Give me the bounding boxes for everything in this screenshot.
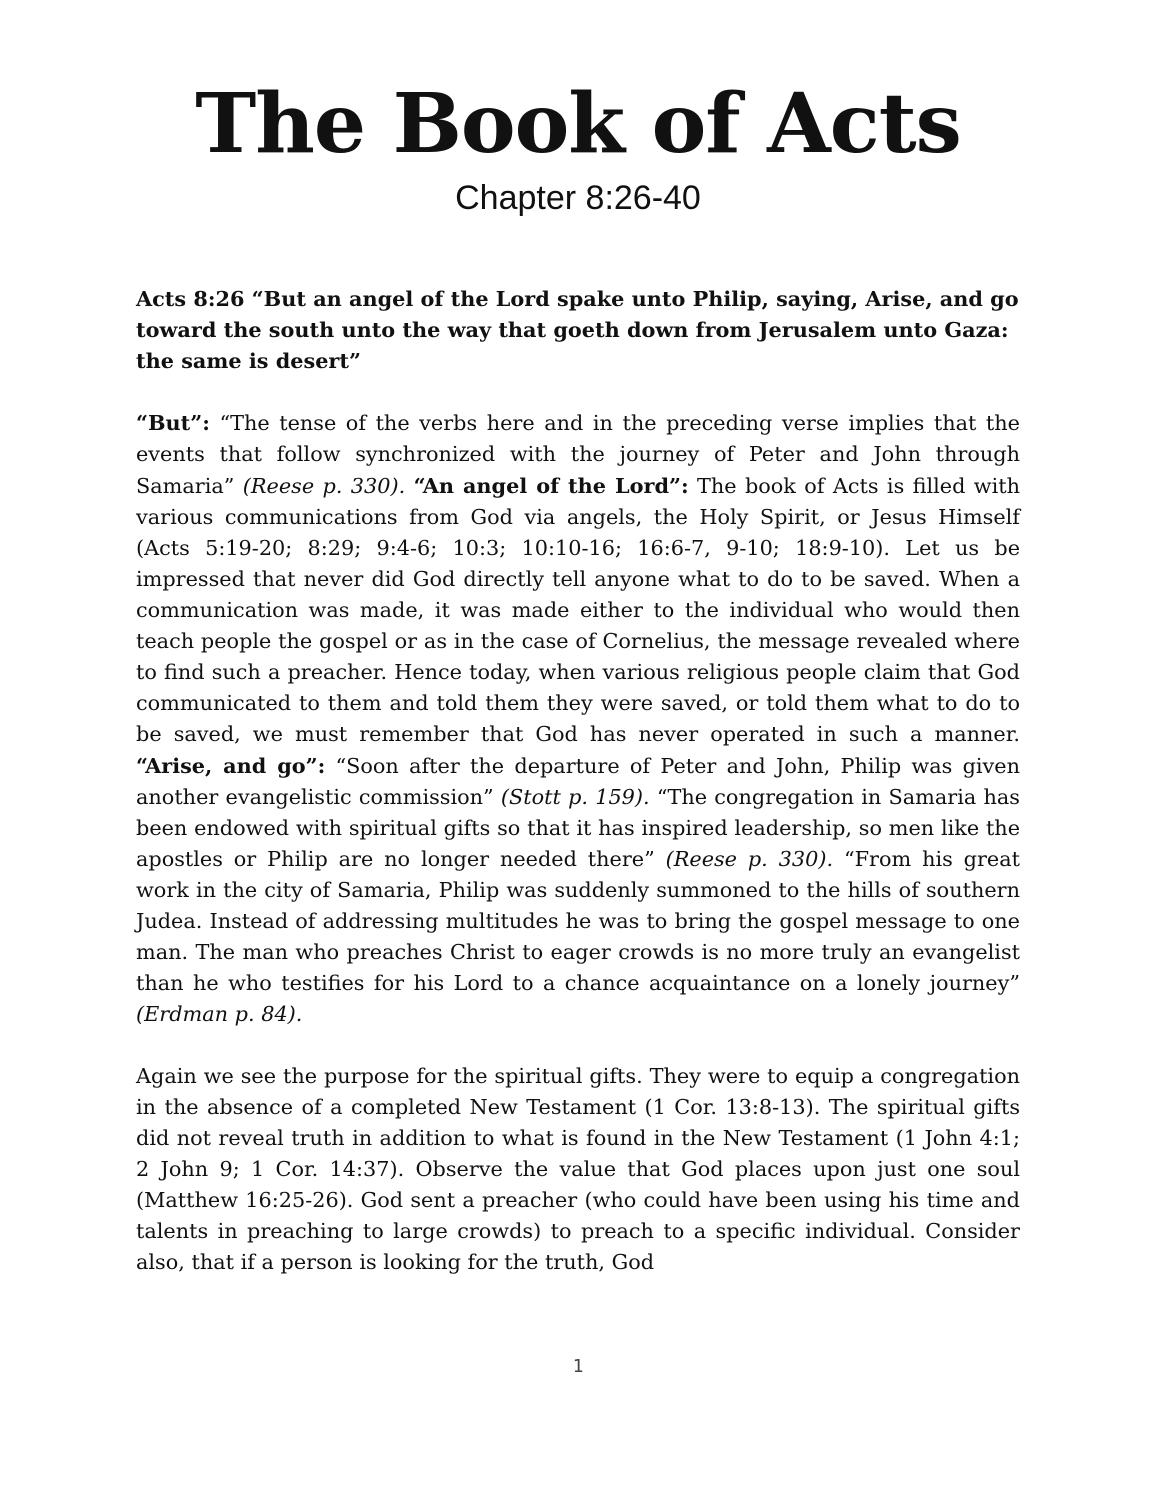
- body-content: [136, 283, 1020, 1309]
- term-but: “But”:: [136, 410, 210, 435]
- page-number: 1: [572, 1356, 584, 1377]
- citation: (Erdman p. 84).: [136, 1002, 303, 1026]
- citation: (Reese p. 330).: [665, 847, 834, 871]
- commentary-text: “The tense of the verbs here and in the preceding verse implies that the events that follow synchronized with the journey of Peter and John through Samaria”: [136, 411, 1020, 498]
- commentary-text: “The congregation in Samaria has been endowed with spiritual gifts so that it has inspired leadership, so men like the apostles or Philip are no longer needed there”: [136, 785, 1020, 871]
- citation: (Reese p. 330).: [242, 474, 406, 498]
- term-arise: “Arise, and go”:: [136, 753, 326, 778]
- commentary-text: “Soon after the departure of Peter and John, Philip was given another evangelistic commission”: [136, 754, 1020, 809]
- document-title: The Book of Acts: [195, 76, 961, 172]
- spiritual-gifts-paragraph: Again we see the purpose for the spiritual gifts. They were to equip a congregation in the absence of a completed New Testament (1 Cor. 13:8-13). The spiritual gifts did not reveal truth in addition to what is found in the New Testament (1 John 4:1; 2 John 9; 1 Cor. 14:37). Observe the value that God places upon just one soul (Matthew 16:25-26). God sent a preacher (who could have been using his time and talents in preaching to large crowds) to preach to a specific individual. Consider also, that if a person is looking for the truth, God: [136, 1064, 1020, 1274]
- commentary-text: “From his great work in the city of Samaria, Philip was suddenly summoned to the hills of southern Judea. Instead of addressing multitudes he was to bring the gospel message to one man. The man who preaches Christ to eager crowds is no more truly an evangelist than he who testifies for his Lord to a chance acquaintance on a lonely journey”: [136, 847, 1020, 995]
- citation: (Stott p. 159).: [500, 785, 650, 809]
- verse-heading: Acts 8:26 “But an angel of the Lord spake unto Philip, saying, Arise, and go toward the south unto the way that goeth down from Jerusalem unto Gaza: the same is desert”: [136, 286, 1019, 373]
- chapter-subtitle: Chapter 8:26-40: [455, 179, 701, 217]
- commentary-text: The book of Acts is filled with various communications from God via angels, the Holy Spirit, or Jesus Himself (Acts 5:19-20; 8:29; 9:4-6; 10:3; 10:10-16; 16:6-7, 9-10; 18:9-10). Let us be impressed that never did God directly tell anyone what to do to be saved. When a communication was made, it was made either to the individual who would then teach people the gospel or as in the case of Cornelius, the message revealed where to find such a preacher. Hence today, when various religious people claim that God communicated to them and told them they were saved, or told them what to do to be saved, we must remember that God has never operated in such a manner.: [136, 474, 1020, 746]
- term-angel: “An angel of the Lord”:: [413, 473, 689, 498]
- commentary-paragraph: [136, 407, 1020, 1030]
